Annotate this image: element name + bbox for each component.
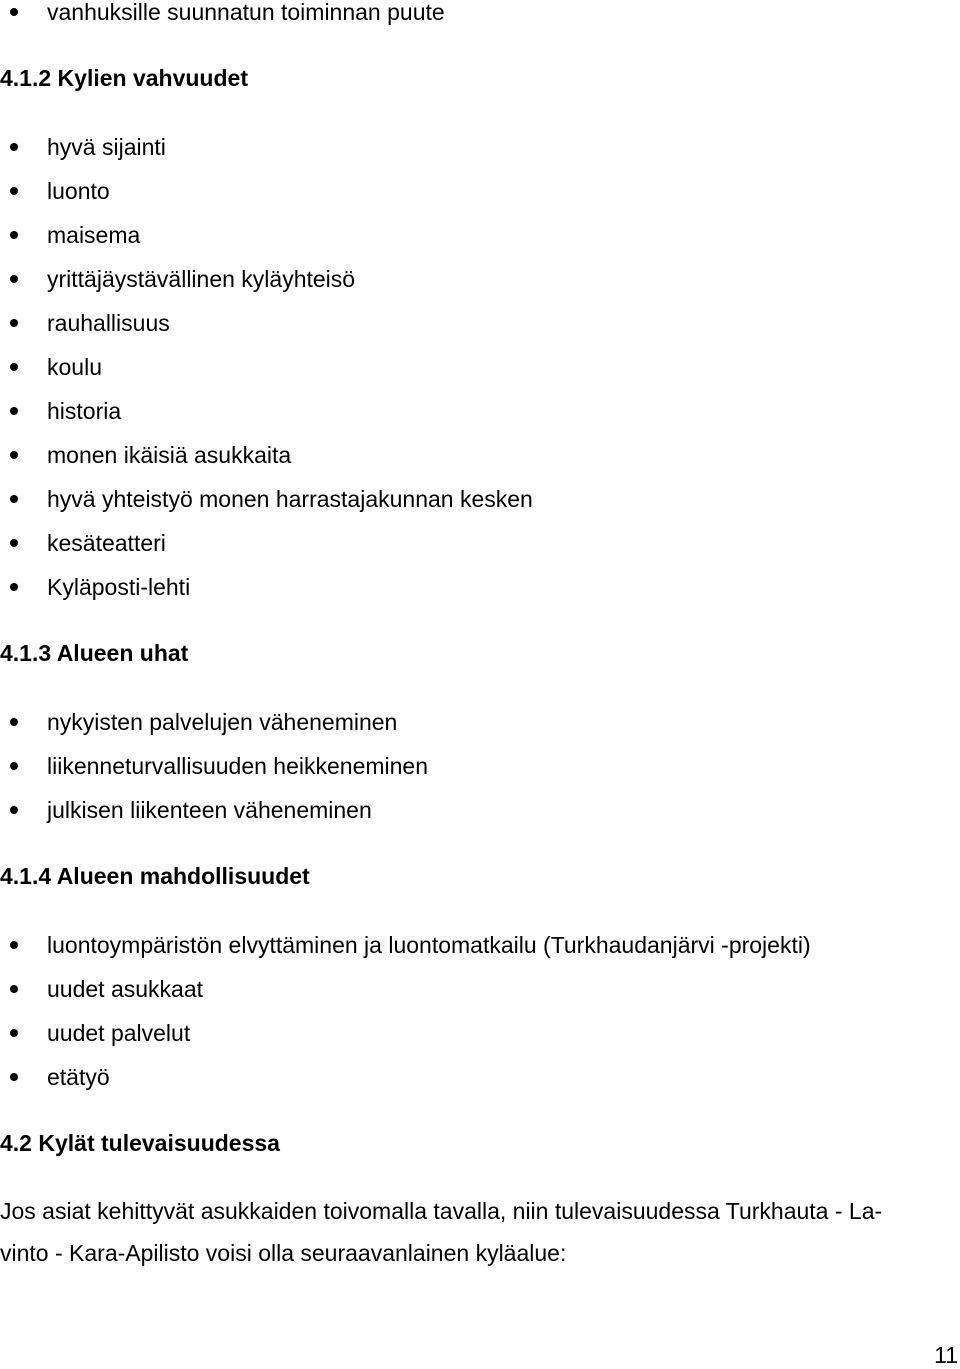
list-item-text: uudet palvelut [47,1020,191,1046]
list-item-text: etätyö [47,1064,110,1090]
list-item-text: hyvä sijainti [47,134,166,160]
bullet-icon [10,275,18,283]
bullet-icon [10,451,18,459]
bullet-icon [10,539,18,547]
list-item-text: rauhallisuus [47,310,170,336]
page-number: 11 [934,1342,958,1368]
bullet-icon [10,1073,18,1081]
bullet-icon [10,143,18,151]
list-item-text: yrittäjäystävällinen kyläyhteisö [47,266,356,292]
paragraph-line: vinto - Kara-Apilisto voisi olla seuraavanlainen kyläalue: [0,1240,567,1266]
section-heading-4-1-3: 4.1.3 Alueen uhat [0,640,189,666]
bullet-icon [10,941,18,949]
section-heading-4-1-4: 4.1.4 Alueen mahdollisuudet [0,863,310,889]
list-item-text: uudet asukkaat [47,976,204,1002]
section-heading-4-2: 4.2 Kylät tulevaisuudessa [0,1130,280,1156]
list-item-text: luontoympäristön elvyttäminen ja luontomatkailu (Turkhaudanjärvi -projekti) [47,932,811,958]
list-item-text: vanhuksille suunnatun toiminnan puute [47,0,445,25]
list-item-text: historia [47,398,122,424]
bullet-icon [10,1029,18,1037]
list-item-text: Kyläposti-lehti [47,574,191,600]
list-item-text: monen ikäisiä asukkaita [47,442,292,468]
list-item-text: kesäteatteri [47,530,166,556]
bullet-icon [10,8,18,16]
list-item-text: hyvä yhteistyö monen harrastajakunnan kesken [47,486,533,512]
bullet-icon [10,985,18,993]
bullet-icon [10,231,18,239]
list-item-text: nykyisten palvelujen väheneminen [47,709,398,735]
bullet-icon [10,495,18,503]
list-item-text: liikenneturvallisuuden heikkeneminen [47,753,429,779]
bullet-icon [10,762,18,770]
bullet-icon [10,363,18,371]
bullet-icon [10,187,18,195]
bullet-icon [10,407,18,415]
paragraph-line: Jos asiat kehittyvät asukkaiden toivomalla tavalla, niin tulevaisuudessa Turkhauta - La- [0,1198,883,1224]
bullet-icon [10,806,18,814]
bullet-icon [10,583,18,591]
list-item-text: koulu [47,354,102,380]
bullet-icon [10,718,18,726]
list-item-text: maisema [47,222,141,248]
bullet-icon [10,319,18,327]
list-item-text: luonto [47,178,110,204]
section-heading-4-1-2: 4.1.2 Kylien vahvuudet [0,65,248,91]
list-item-text: julkisen liikenteen väheneminen [47,797,372,823]
